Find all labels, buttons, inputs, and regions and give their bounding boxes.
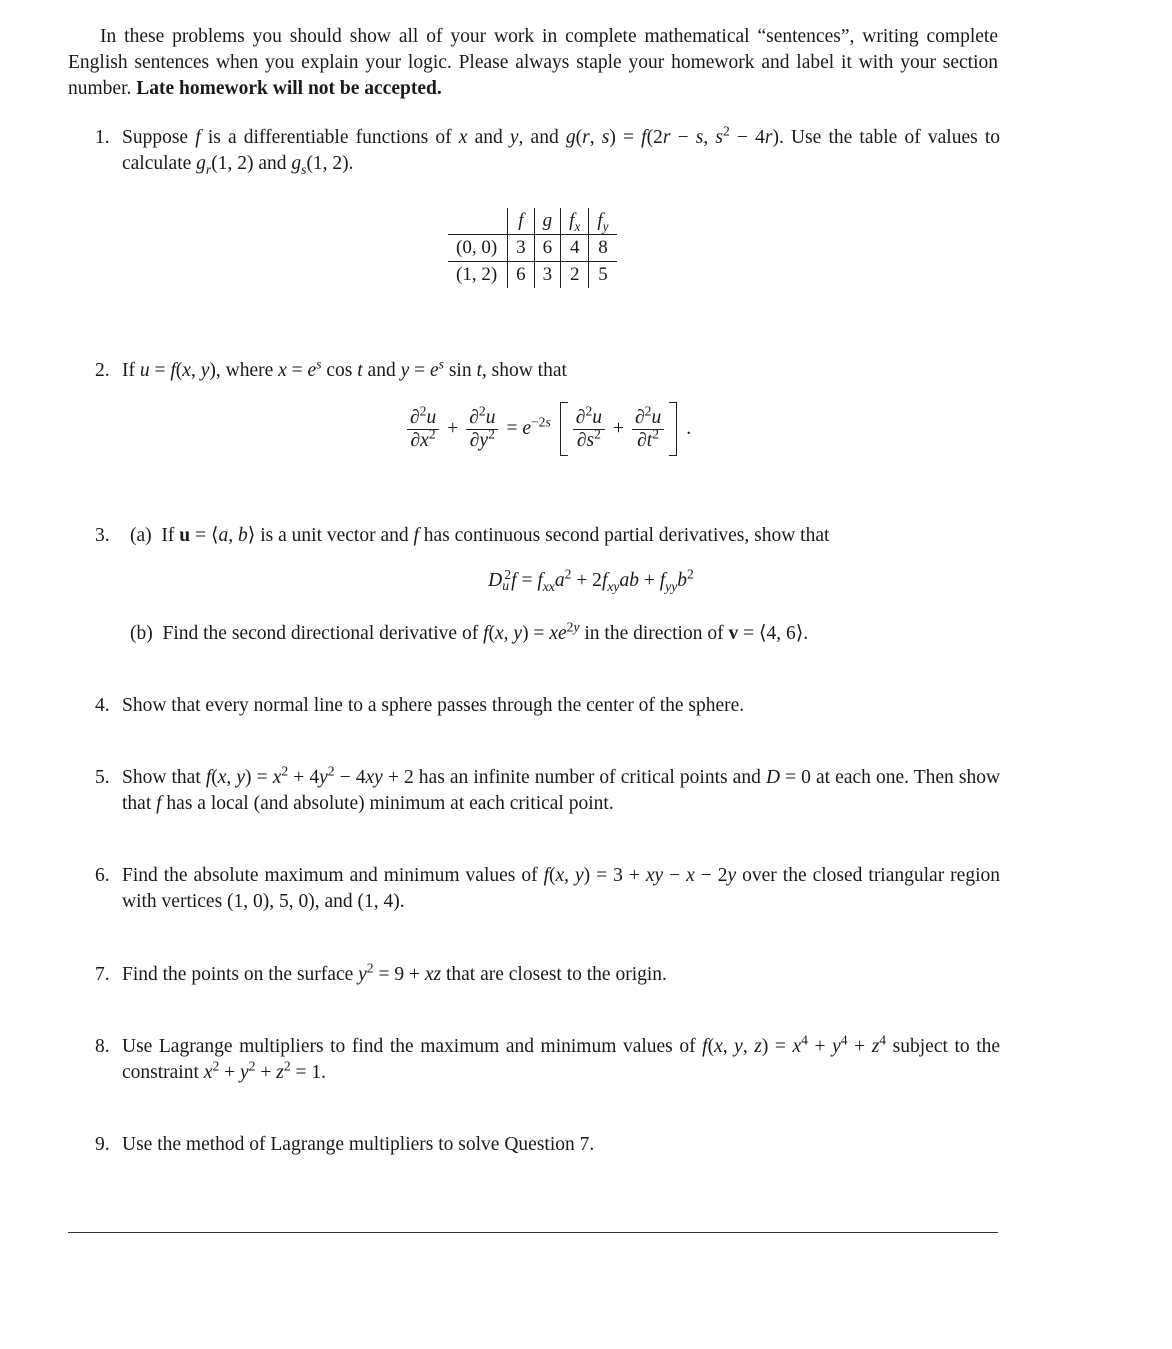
problem-2-text: If u = f(x, y), where $x = e^s$ cos t and $y = e^s$ sin t, show that <box>122 356 567 381</box>
problem-3b-text: (b) Find the second directional derivative of f(x, $y) = xe^{2y}$ in the direction of v = ⟨4, 6⟩. <box>130 619 809 644</box>
bottom-rule <box>68 1232 998 1233</box>
problem-6-text: Find the absolute maximum and minimum values of f(x, y) = 3 + xy − x − 2y over the closed triangular region with vertices (1, 0), 5, 0), and (1, 4). <box>122 865 1000 912</box>
table-row <box>448 262 617 289</box>
table-header-cell <box>448 208 508 235</box>
problem-6-number: 6. <box>95 865 110 886</box>
problem-3a-text: (a) If u = ⟨a, b⟩ is a unit vector and f has continuous second partial derivatives, show that <box>130 525 830 546</box>
table-cell: 8 <box>589 235 617 262</box>
table-cell: 6 <box>534 235 561 262</box>
table-header-cell: $f_y$ <box>589 208 617 235</box>
problem-4-number: 4. <box>95 695 110 716</box>
values-table <box>448 208 617 288</box>
table-header-cell: g <box>534 208 561 235</box>
problem-9 <box>95 1132 1000 1158</box>
problem-1 <box>95 125 1000 177</box>
problem-4-text: Show that every normal line to a sphere passes through the center of the sphere. <box>122 695 745 716</box>
problem-2 <box>95 358 1000 384</box>
problem-5-text: Show that f(x, $y) = x^2 + 4y^2 - 4xy + 2$ has an infinite number of critical points and D = 0 at each one. Then show that f has a local (and absolute) minimum at each critical point. <box>122 763 1001 814</box>
table-cell: 6 <box>508 262 535 289</box>
table-header-cell: $f_x$ <box>561 208 589 235</box>
problem-3b <box>95 621 1000 647</box>
problem-2-equation: $\frac{\partial^2u}{\partial x^2}$ + $\frac{\partial^2u}{\partial y^2}$ = $e^{-2s}$ $\frac{\partial^2u}{\partial s^2}$ + $\frac{\partial^2u}{\partial t^2}$ . <box>405 402 697 456</box>
table-cell: 2 <box>561 262 589 289</box>
table-header-row <box>448 208 617 235</box>
problem-5 <box>95 765 1000 817</box>
table-cell: (0, 0) <box>448 235 508 262</box>
problem-3a-equation: $D_u^2f = f_{xx}a^2 + 2f_{xy}ab + f_{yy}b^2$ <box>488 566 694 594</box>
table-cell: (1, 2) <box>456 264 498 285</box>
problem-7-number: 7. <box>95 964 110 985</box>
table-row <box>448 235 617 262</box>
problem-9-number: 9. <box>95 1134 110 1155</box>
problem-5-number: 5. <box>95 767 110 788</box>
table-cell: 5 <box>589 262 617 289</box>
intro-text: In these problems you should show all of your work in complete mathematical “sentences”, writing complete English sentences when you explain your logic. Please always staple your homework and label it with your section number. <box>68 26 998 99</box>
intro-bold-note: Late homework will not be accepted. <box>136 78 442 99</box>
problem-1-number: 1. <box>95 127 110 148</box>
problem-7 <box>95 962 1000 988</box>
problem-9-text: Use the method of Lagrange multipliers to solve Question 7. <box>122 1134 595 1155</box>
problem-7-text: Find the points on the surface $y^2 = 9$ + xz that are closest to the origin. <box>122 960 667 985</box>
problem-1-text: Suppose f is a differentiable functions of x and y, and g(r, s) = f(2r − s, $s^2 - 4r$). Use the table of values to calculate $g_r(1$, 2) and $g_s(1$, 2). <box>122 123 1001 177</box>
table-cell: 3 <box>508 235 535 262</box>
problem-4 <box>95 693 1000 719</box>
problem-6 <box>95 863 1000 915</box>
intro-paragraph <box>68 24 998 102</box>
problem-2-number: 2. <box>95 360 110 381</box>
problem-3 <box>95 523 1000 549</box>
table-cell: 3 <box>534 262 561 289</box>
problem-3-number: 3. <box>95 525 110 546</box>
problem-8-text: Use Lagrange multipliers to find the maximum and minimum values of f(x, y, $z) = x^4 + y^4 + z^4$ subject to the constraint $x^2 + y^2 + z^2 = 1$. <box>122 1032 1001 1083</box>
table-header-cell: f <box>508 208 535 235</box>
table-cell: 4 <box>561 235 589 262</box>
problem-8 <box>95 1034 1000 1086</box>
problem-8-number: 8. <box>95 1036 110 1057</box>
